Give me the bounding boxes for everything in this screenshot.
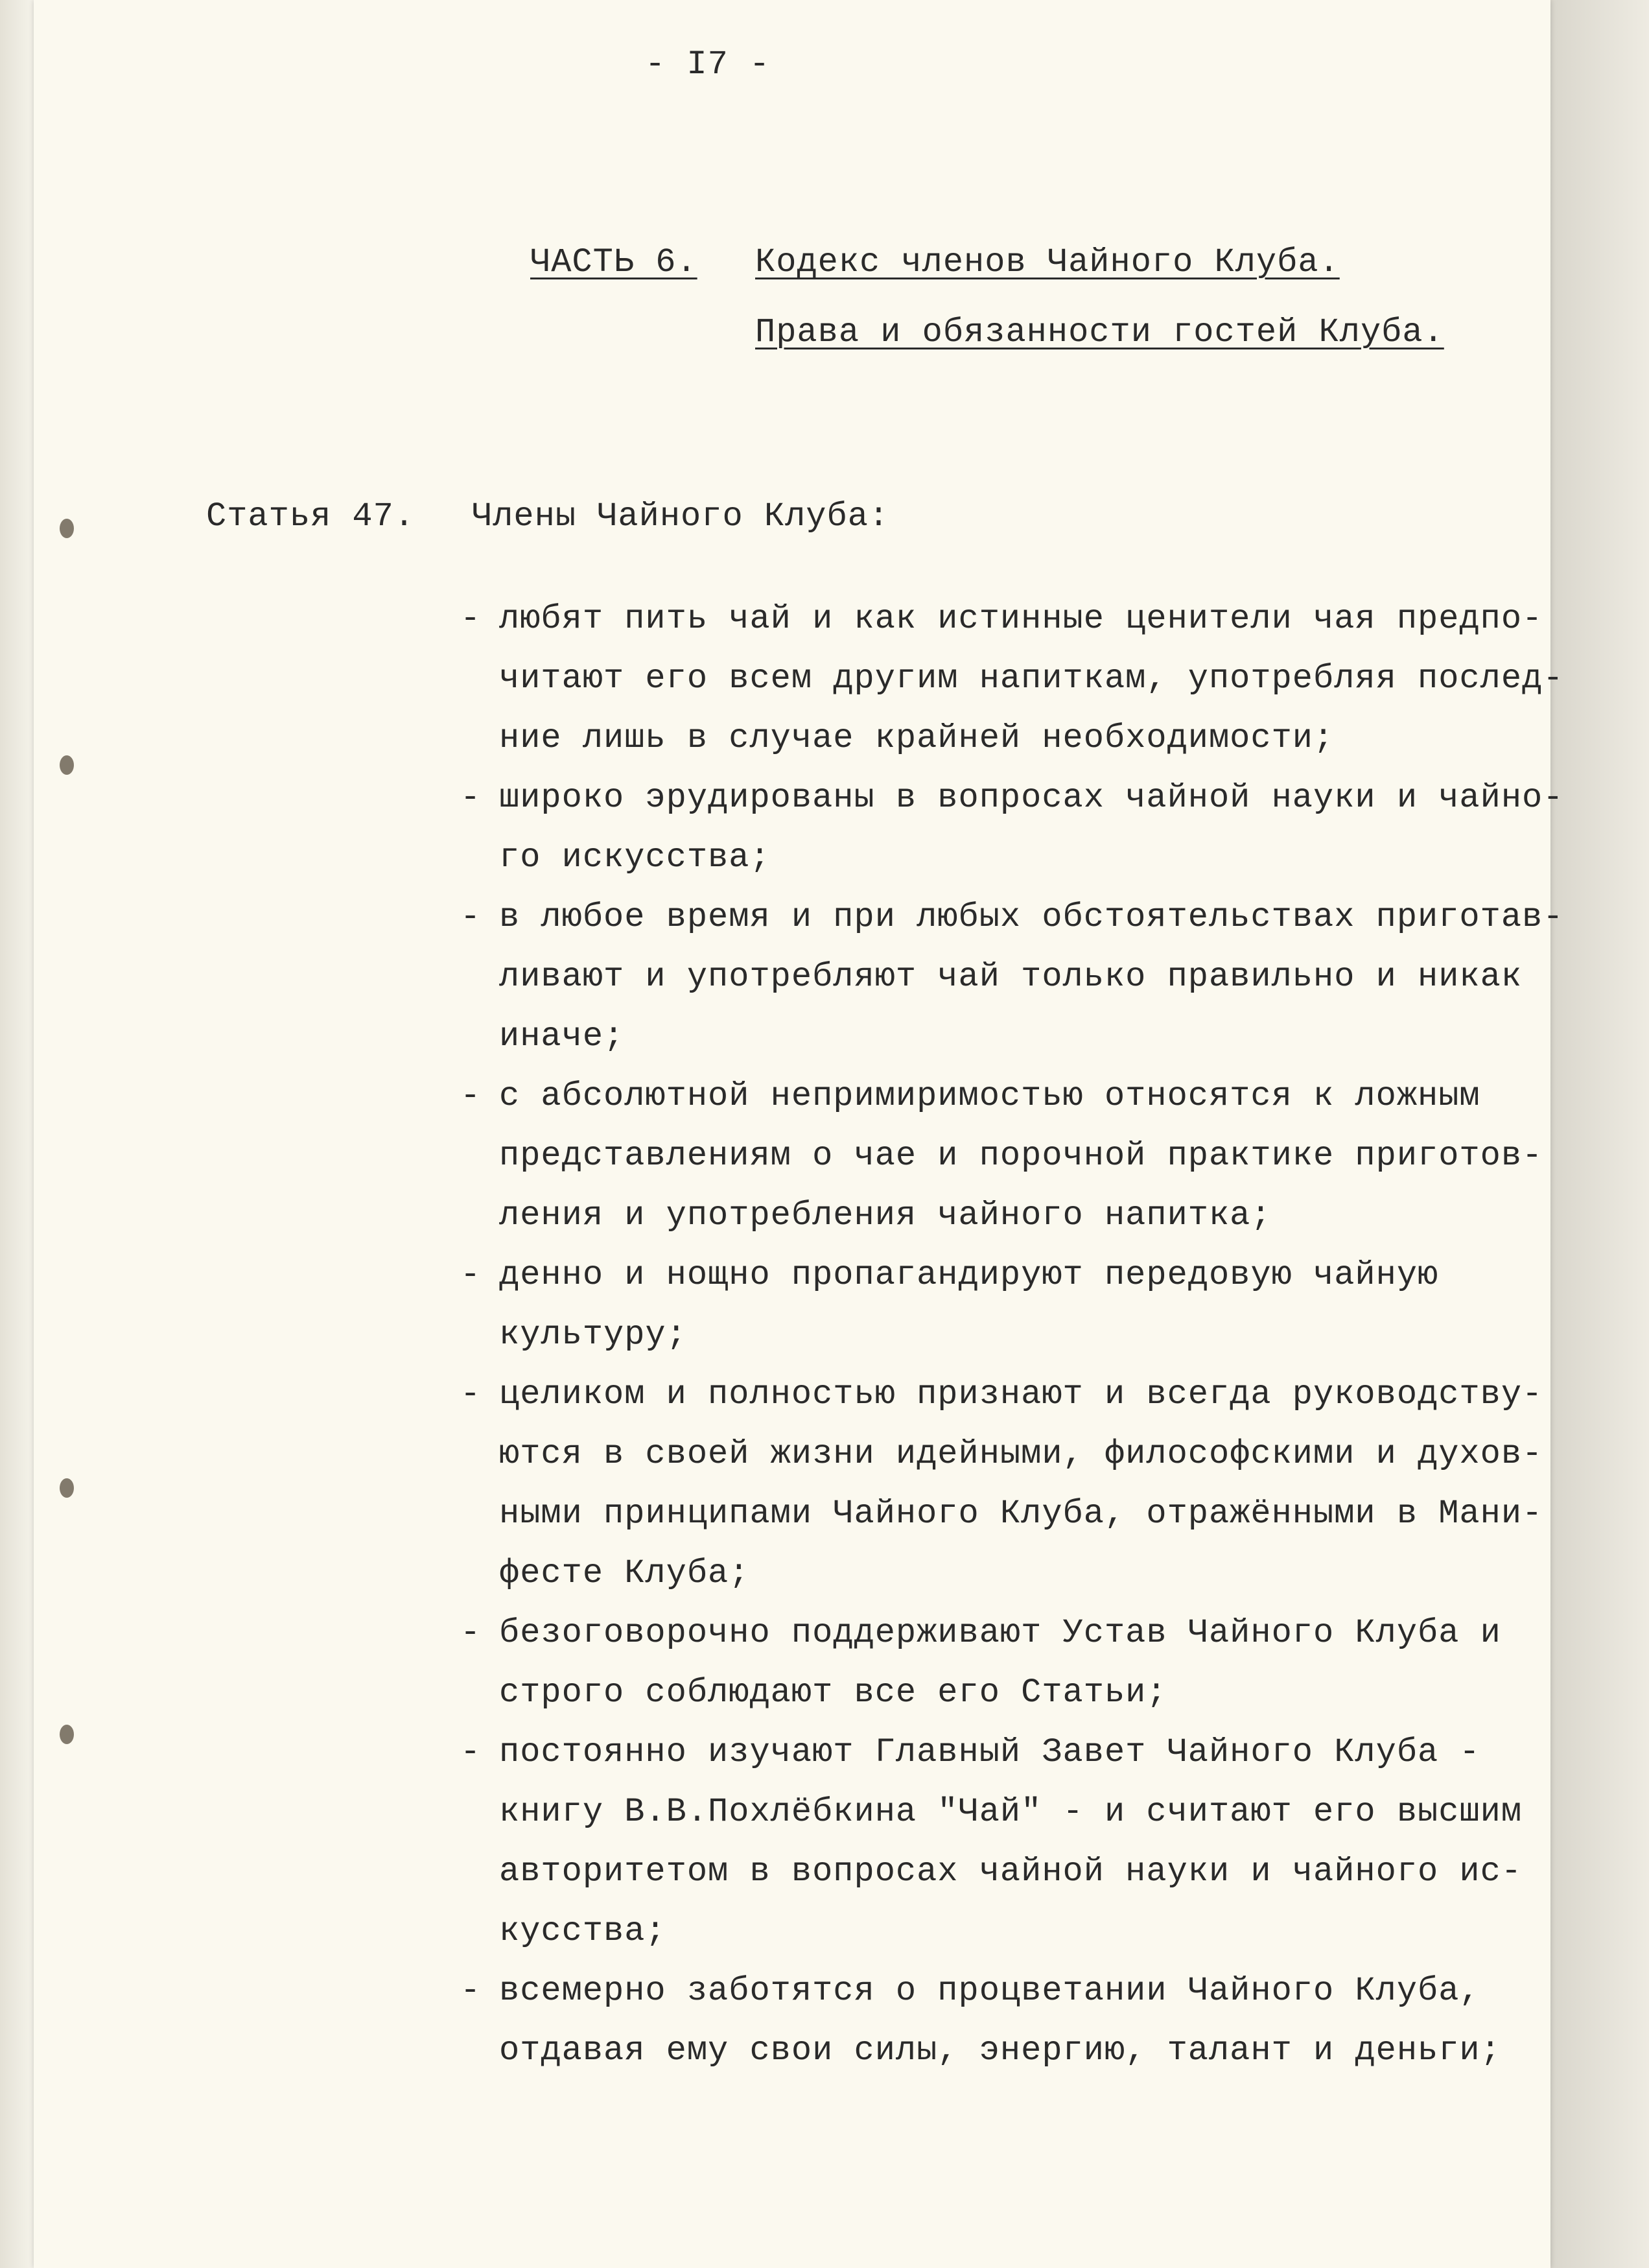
list-item-line: с абсолютной непримиримостью относятся к ложным	[499, 1077, 1480, 1115]
list-item-line: го искусства;	[499, 838, 771, 877]
list-item-dash: -	[460, 1614, 481, 1652]
list-item-line: ления и употребления чайного напитка;	[499, 1196, 1272, 1234]
list-item-line: денно и нощно пропагандируют передовую чайную	[499, 1256, 1439, 1294]
list-item-line: ливают и употребляют чай только правильно и никак	[499, 958, 1523, 996]
list-item-dash: -	[460, 1256, 481, 1294]
list-item-line: культуру;	[499, 1316, 687, 1354]
list-item-line: строго соблюдают все его Статьи;	[499, 1673, 1167, 1712]
binding-hole	[60, 519, 74, 538]
article-label: Статья 47.	[206, 497, 415, 536]
paper-left-edge	[0, 0, 34, 2268]
list-item-line: широко эрудированы в вопросах чайной науки и чайно-	[499, 779, 1564, 817]
list-item-line: авторитетом в вопросах чайной науки и чайного ис-	[499, 1852, 1523, 1891]
list-item-dash: -	[460, 779, 481, 817]
list-item-dash: -	[460, 898, 481, 936]
list-item-line: безоговорочно поддерживают Устав Чайного Клуба и	[499, 1614, 1501, 1652]
list-item-line: ние лишь в случае крайней необходимости;	[499, 719, 1335, 757]
underlying-sheet	[1550, 0, 1649, 2268]
list-item-dash: -	[460, 1972, 481, 2010]
list-item-line: отдавая ему свои силы, энергию, талант и деньги;	[499, 2031, 1501, 2070]
part-title-line-1: Кодекс членов Чайного Клуба.	[755, 243, 1340, 281]
binding-hole	[60, 755, 74, 775]
list-item-line: любят пить чай и как истинные ценители чая предпо-	[499, 600, 1543, 638]
part-label: ЧАСТЬ 6.	[530, 243, 697, 281]
list-item-dash: -	[460, 1733, 481, 1771]
binding-hole	[60, 1478, 74, 1498]
part-title-line-2: Права и обязанности гостей Клуба.	[755, 313, 1444, 351]
list-item-line: постоянно изучают Главный Завет Чайного Клуба -	[499, 1733, 1480, 1771]
list-item-dash: -	[460, 600, 481, 638]
list-item-line: книгу В.В.Похлёбкина "Чай" - и считают его высшим	[499, 1793, 1523, 1831]
list-item-line: ются в своей жизни идейными, философскими и духов-	[499, 1435, 1543, 1473]
list-item-line: кусства;	[499, 1912, 666, 1950]
list-item-line: в любое время и при любых обстоятельствах приготав-	[499, 898, 1564, 936]
list-item-line: всемерно заботятся о процветании Чайного Клуба,	[499, 1972, 1480, 2010]
list-item-line: целиком и полностью признают и всегда руководству-	[499, 1375, 1543, 1413]
list-item-line: иначе;	[499, 1017, 625, 1056]
list-item-line: читают его всем другим напиткам, употребляя послед-	[499, 659, 1564, 698]
list-item-line: фесте Клуба;	[499, 1554, 750, 1592]
list-item-line: представлениям о чае и порочной практике приготов-	[499, 1137, 1543, 1175]
list-item-line: ными принципами Чайного Клуба, отражёнными в Мани-	[499, 1494, 1543, 1533]
article-intro: Члены Чайного Клуба:	[472, 497, 890, 536]
page-number: - I7 -	[645, 45, 771, 84]
binding-hole	[60, 1725, 74, 1744]
list-item-dash: -	[460, 1375, 481, 1413]
list-item-dash: -	[460, 1077, 481, 1115]
